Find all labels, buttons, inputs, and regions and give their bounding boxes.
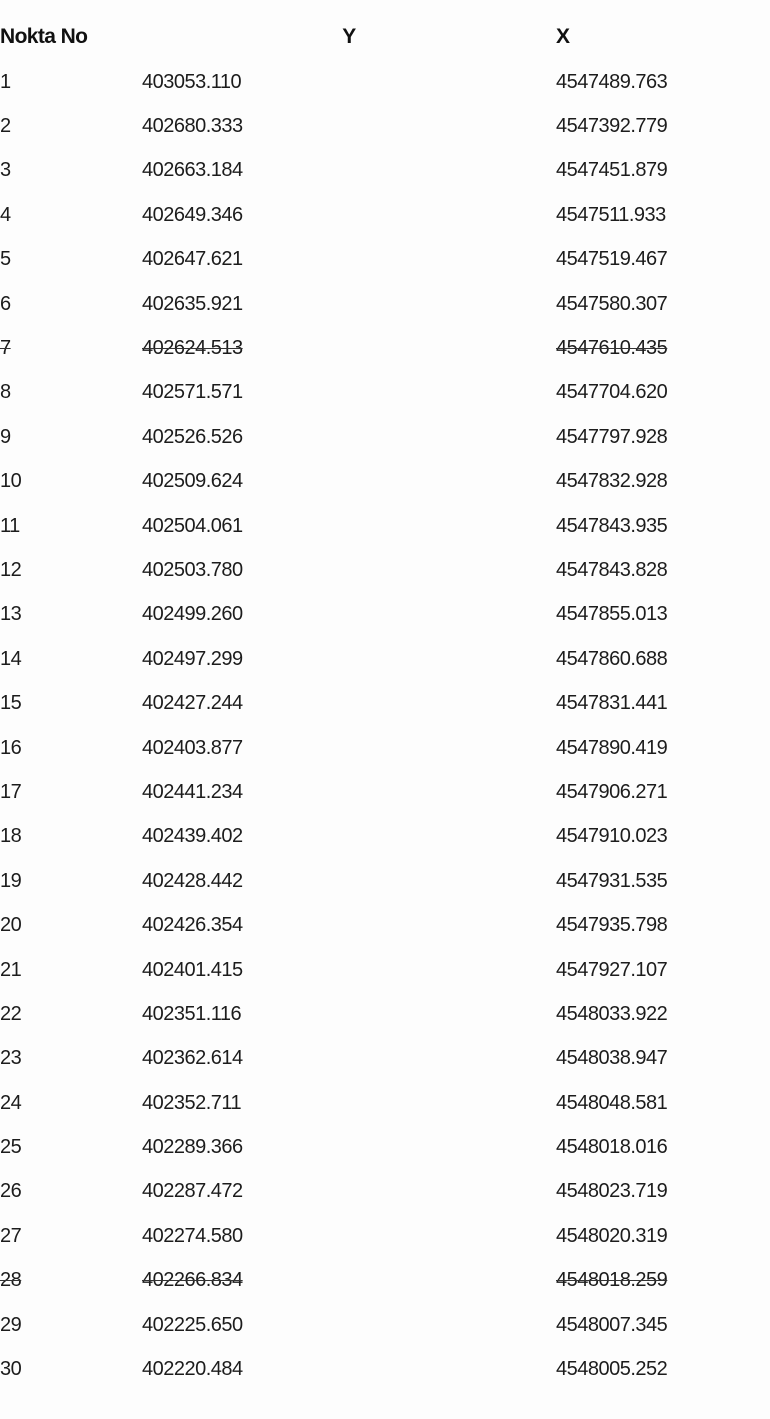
header-point-no: Nokta No: [0, 25, 88, 48]
point-number-cell: 1: [0, 70, 11, 93]
point-number-cell: 2: [0, 115, 11, 138]
y-coordinate-cell: 402680.333: [142, 115, 243, 138]
table-row: [0, 815, 770, 859]
table-row: [0, 770, 770, 814]
y-coordinate-cell: 402287.472: [142, 1180, 243, 1203]
x-coordinate-cell: 4547843.935: [556, 514, 668, 537]
point-number-cell: 11: [0, 514, 20, 537]
y-coordinate-cell: 402401.415: [142, 958, 243, 981]
x-coordinate-cell: 4547855.013: [556, 603, 668, 626]
x-coordinate-cell: 4548018.016: [556, 1136, 668, 1159]
point-number-cell: 21: [0, 958, 22, 981]
x-coordinate-cell: 4548038.947: [556, 1047, 668, 1070]
point-number-cell: 26: [0, 1180, 22, 1203]
table-row: [0, 1170, 770, 1214]
table-row: [0, 238, 770, 282]
point-number-cell: 15: [0, 692, 22, 715]
y-coordinate-cell: 402426.354: [142, 914, 243, 937]
x-coordinate-cell: 4547704.620: [556, 381, 668, 404]
x-coordinate-cell: 4547910.023: [556, 825, 668, 848]
y-coordinate-cell: 402509.624: [142, 470, 243, 493]
header-x: X: [556, 25, 570, 48]
x-coordinate-cell: 4548018.259: [556, 1269, 668, 1292]
point-number-cell: 10: [0, 470, 22, 493]
x-coordinate-cell: 4547931.535: [556, 869, 668, 892]
table-row: [0, 992, 770, 1036]
table-row: [0, 1081, 770, 1125]
table-header: [0, 14, 770, 60]
table-row: [0, 1303, 770, 1347]
x-coordinate-cell: 4547392.779: [556, 115, 668, 138]
y-coordinate-cell: 402351.116: [142, 1002, 242, 1025]
x-coordinate-cell: 4547860.688: [556, 647, 668, 670]
point-number-cell: 27: [0, 1224, 22, 1247]
x-coordinate-cell: 4547610.435: [556, 337, 668, 360]
point-number-cell: 7: [0, 337, 11, 360]
table-row: [0, 415, 770, 459]
y-coordinate-cell: 402220.484: [142, 1358, 243, 1381]
table-row: [0, 1214, 770, 1258]
table-row: [0, 60, 770, 104]
y-coordinate-cell: 402663.184: [142, 159, 243, 182]
x-coordinate-cell: 4548005.252: [556, 1358, 668, 1381]
table-body: [0, 60, 770, 1392]
table-row: [0, 460, 770, 504]
point-number-cell: 23: [0, 1047, 22, 1070]
x-coordinate-cell: 4547935.798: [556, 914, 668, 937]
table-row: [0, 548, 770, 592]
table-row: [0, 282, 770, 326]
y-coordinate-cell: 402649.346: [142, 203, 243, 226]
table-row: [0, 593, 770, 637]
y-coordinate-cell: 402571.571: [142, 381, 243, 404]
point-number-cell: 14: [0, 647, 22, 670]
point-number-cell: 12: [0, 558, 22, 581]
x-coordinate-cell: 4547832.928: [556, 470, 668, 493]
table-row: [0, 681, 770, 725]
table-row: [0, 1259, 770, 1303]
x-coordinate-cell: 4547580.307: [556, 292, 668, 315]
y-coordinate-cell: 402439.402: [142, 825, 243, 848]
x-coordinate-cell: 4547927.107: [556, 958, 668, 981]
y-coordinate-cell: 402428.442: [142, 869, 243, 892]
table-row: [0, 1125, 770, 1169]
y-coordinate-cell: 402352.711: [142, 1091, 242, 1114]
x-coordinate-cell: 4548023.719: [556, 1180, 668, 1203]
point-number-cell: 18: [0, 825, 22, 848]
x-coordinate-cell: 4548020.319: [556, 1224, 668, 1247]
x-coordinate-cell: 4547519.467: [556, 248, 668, 271]
x-coordinate-cell: 4547906.271: [556, 780, 668, 803]
point-number-cell: 20: [0, 914, 22, 937]
point-number-cell: 24: [0, 1091, 22, 1114]
y-coordinate-cell: 402403.877: [142, 736, 243, 759]
point-number-cell: 8: [0, 381, 11, 404]
point-number-cell: 29: [0, 1313, 22, 1336]
table-row: [0, 859, 770, 903]
x-coordinate-cell: 4547843.828: [556, 558, 668, 581]
table-row: [0, 193, 770, 237]
point-number-cell: 5: [0, 248, 11, 271]
point-number-cell: 4: [0, 203, 11, 226]
y-coordinate-cell: 402497.299: [142, 647, 243, 670]
x-coordinate-cell: 4548007.345: [556, 1313, 668, 1336]
table-row: [0, 637, 770, 681]
y-coordinate-cell: 402441.234: [142, 780, 243, 803]
point-number-cell: 25: [0, 1136, 22, 1159]
y-coordinate-cell: 402504.061: [142, 514, 243, 537]
table-row: [0, 326, 770, 370]
x-coordinate-cell: 4548033.922: [556, 1002, 668, 1025]
y-coordinate-cell: 403053.110: [142, 70, 242, 93]
point-number-cell: 13: [0, 603, 22, 626]
y-coordinate-cell: 402362.614: [142, 1047, 243, 1070]
y-coordinate-cell: 402427.244: [142, 692, 243, 715]
point-number-cell: 19: [0, 869, 22, 892]
y-coordinate-cell: 402624.513: [142, 337, 243, 360]
y-coordinate-cell: 402499.260: [142, 603, 243, 626]
header-row: [0, 14, 770, 60]
x-coordinate-cell: 4548048.581: [556, 1091, 668, 1114]
y-coordinate-cell: 402289.366: [142, 1136, 243, 1159]
table-row: [0, 149, 770, 193]
point-number-cell: 3: [0, 159, 11, 182]
x-coordinate-cell: 4547451.879: [556, 159, 668, 182]
point-number-cell: 6: [0, 292, 11, 315]
y-coordinate-cell: 402274.580: [142, 1224, 243, 1247]
table-row: [0, 371, 770, 415]
point-number-cell: 9: [0, 425, 11, 448]
point-number-cell: 28: [0, 1269, 22, 1292]
y-coordinate-cell: 402225.650: [142, 1313, 243, 1336]
table-row: [0, 104, 770, 148]
table-row: [0, 1347, 770, 1391]
y-coordinate-cell: 402503.780: [142, 558, 243, 581]
header-y: Y: [342, 25, 356, 48]
y-coordinate-cell: 402635.921: [142, 292, 243, 315]
table-row: [0, 504, 770, 548]
x-coordinate-cell: 4547511.933: [556, 203, 666, 226]
y-coordinate-cell: 402266.834: [142, 1269, 243, 1292]
point-number-cell: 16: [0, 736, 22, 759]
table-row: [0, 726, 770, 770]
y-coordinate-cell: 402647.621: [142, 248, 243, 271]
point-number-cell: 17: [0, 780, 22, 803]
y-coordinate-cell: 402526.526: [142, 425, 243, 448]
x-coordinate-cell: 4547797.928: [556, 425, 668, 448]
point-number-cell: 22: [0, 1002, 22, 1025]
table-row: [0, 1037, 770, 1081]
x-coordinate-cell: 4547831.441: [556, 692, 668, 715]
table-row: [0, 903, 770, 947]
x-coordinate-cell: 4547489.763: [556, 70, 668, 93]
point-number-cell: 30: [0, 1358, 22, 1381]
table-row: [0, 948, 770, 992]
coordinate-table: [0, 14, 770, 1392]
x-coordinate-cell: 4547890.419: [556, 736, 668, 759]
